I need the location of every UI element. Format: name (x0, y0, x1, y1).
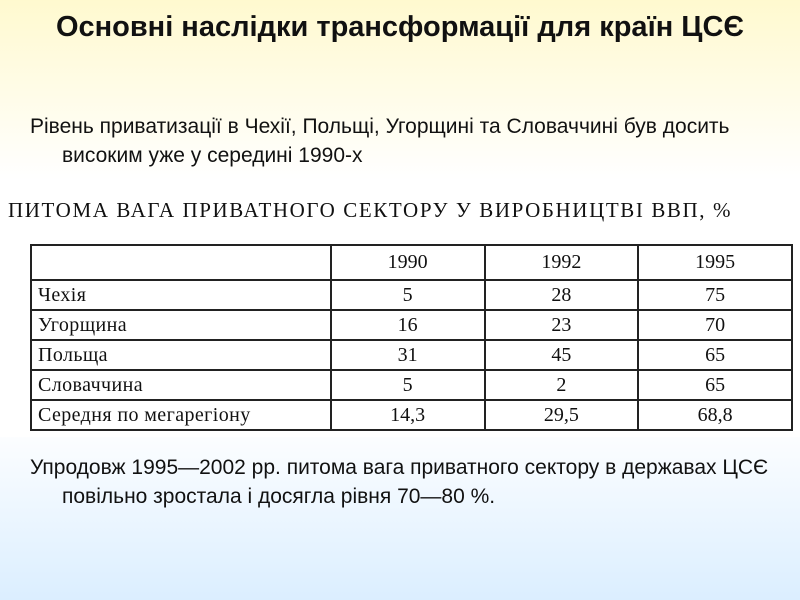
value-cell: 68,8 (638, 400, 792, 430)
table-row (31, 310, 792, 340)
value-cell: 31 (331, 340, 485, 370)
region-average-cell: Середня по мегарегіону (31, 400, 331, 430)
table-title: ПИТОМА ВАГА ПРИВАТНОГО СЕКТОРУ У ВИРОБНИЦТВІ ВВП, % (8, 198, 733, 222)
value-cell: 70 (638, 310, 792, 340)
table-header-row (31, 245, 792, 280)
header-cell-empty (31, 245, 331, 280)
header-cell-1995: 1995 (638, 245, 792, 280)
table-figure (0, 192, 800, 437)
private-sector-share-table (30, 244, 793, 431)
paragraph-private-sector-growth: Упродовж 1995—2002 рр. питома вага приватного сектору в державах ЦСЄ повільно зростала і досягла рівня 70—80 %. (30, 456, 769, 508)
country-cell: Словаччина (31, 370, 331, 400)
value-cell: 45 (485, 340, 639, 370)
value-cell: 14,3 (331, 400, 485, 430)
country-cell: Польща (31, 340, 331, 370)
table-row (31, 370, 792, 400)
table-row (31, 280, 792, 310)
header-cell-1990: 1990 (331, 245, 485, 280)
value-cell: 29,5 (485, 400, 639, 430)
value-cell: 5 (331, 280, 485, 310)
slide-title: Основні наслідки трансформації для країн ЦСЄ (55, 11, 745, 43)
value-cell: 23 (485, 310, 639, 340)
value-cell: 5 (331, 370, 485, 400)
value-cell: 28 (485, 280, 639, 310)
value-cell: 65 (638, 370, 792, 400)
value-cell: 75 (638, 280, 792, 310)
header-cell-1992: 1992 (485, 245, 639, 280)
country-cell: Угорщина (31, 310, 331, 340)
table-row (31, 340, 792, 370)
value-cell: 65 (638, 340, 792, 370)
paragraph-privatization-level: Рівень приватизації в Чехії, Польщі, Угорщині та Словаччині був досить високим уже у середині 1990-х (30, 115, 730, 167)
table-row-average (31, 400, 792, 430)
value-cell: 16 (331, 310, 485, 340)
value-cell: 2 (485, 370, 639, 400)
country-cell: Чехія (31, 280, 331, 310)
